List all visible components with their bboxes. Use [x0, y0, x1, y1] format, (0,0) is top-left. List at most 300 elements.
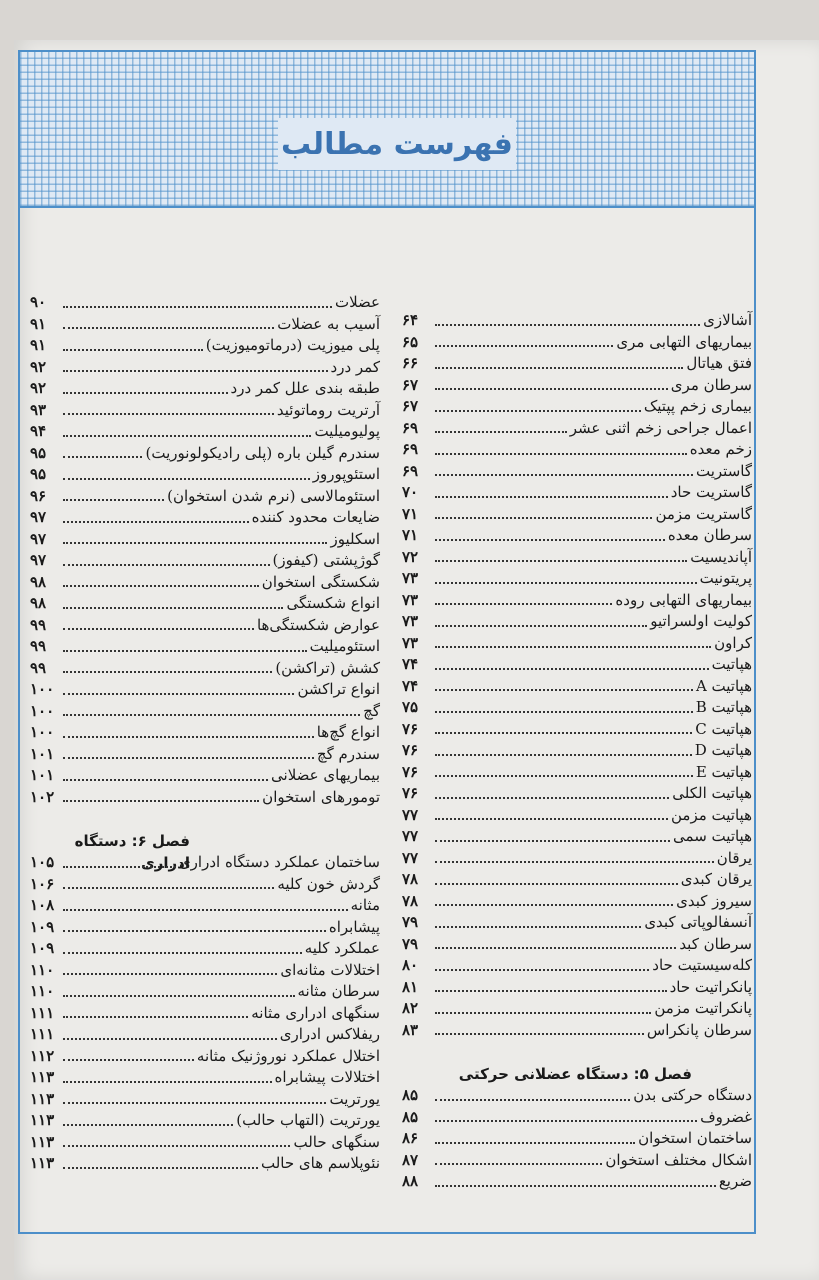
toc-entry-label: اختلالات پیشابراه — [274, 1068, 380, 1086]
toc-entry — [30, 895, 380, 917]
toc-entry — [402, 547, 752, 569]
toc-entry — [402, 611, 752, 633]
toc-leader-dots — [435, 431, 567, 433]
toc-page-number: ۱۰۹ — [30, 917, 55, 936]
toc-entry-label: هپاتیت مزمن — [671, 805, 752, 824]
toc-leader-dots — [63, 1145, 290, 1147]
toc-page-number: ۶۹ — [402, 418, 419, 437]
toc-entry — [30, 960, 380, 982]
toc-entry — [402, 1150, 752, 1172]
toc-entry-label: شکستگی استخوان — [261, 572, 380, 591]
toc-entry — [402, 697, 752, 719]
toc-leader-dots — [63, 909, 348, 911]
toc-entry-label: کمر درد — [330, 357, 380, 376]
toc-entry-label: سیروز کبدی — [676, 891, 752, 910]
toc-entry — [30, 378, 380, 400]
toc-entry-label: انواع تراکشن — [297, 680, 380, 698]
toc-leader-dots — [63, 800, 259, 802]
toc-entry — [402, 891, 752, 913]
toc-page-number: ۹۷ — [30, 529, 47, 548]
toc-entry-label: گاستریت — [696, 461, 752, 480]
toc-page-number: ۱۰۶ — [30, 874, 55, 893]
toc-entry-label: ضایعات محدود کننده — [251, 508, 380, 526]
toc-entry — [402, 955, 752, 977]
toc-page-number: ۹۹ — [30, 658, 47, 677]
toc-entry — [30, 550, 380, 572]
toc-leader-dots — [63, 1059, 194, 1061]
toc-entry-label: نئوپلاسم های حالب — [260, 1154, 380, 1172]
toc-entry-label: کولیت اولسراتیو — [650, 612, 752, 630]
toc-entry — [30, 765, 380, 787]
toc-leader-dots — [63, 736, 314, 738]
page-title: فهرست مطالب — [281, 126, 513, 162]
toc-entry-label: عضلات — [334, 293, 380, 311]
toc-entry-label: استئوپوروز — [312, 465, 380, 483]
toc-entry — [30, 1089, 380, 1111]
toc-page-number: ۷۳ — [402, 590, 419, 609]
toc-leader-dots — [435, 646, 711, 648]
toc-entry-label: کله‌سیستیت حاد — [652, 956, 752, 974]
toc-page-number: ۸۰ — [402, 956, 419, 974]
toc-entry-label: گردش خون کلیه — [277, 874, 380, 893]
toc-entry — [30, 615, 380, 637]
toc-page-number: ۹۹ — [30, 637, 47, 655]
toc-page-number: ۷۷ — [402, 805, 419, 824]
toc-leader-dots — [435, 388, 668, 390]
toc-entry-label: پریتونیت — [699, 569, 752, 587]
toc-entry — [402, 998, 752, 1020]
toc-leader-dots — [435, 990, 667, 992]
toc-entry-label: تومورهای استخوان — [262, 787, 380, 806]
toc-page-number: ۹۰ — [30, 293, 47, 311]
toc-entry — [402, 654, 752, 676]
toc-leader-dots — [63, 650, 307, 652]
toc-entry-label: آرتریت روماتوئید — [276, 400, 380, 419]
toc-entry-label: استئومالاسی (نرم شدن استخوان) — [167, 486, 380, 505]
toc-page-number: ۱۱۳ — [30, 1154, 55, 1172]
toc-entry — [30, 335, 380, 357]
toc-entry — [402, 396, 752, 418]
toc-leader-dots — [63, 392, 228, 394]
toc-entry — [30, 679, 380, 701]
toc-page-number: ۷۹ — [402, 934, 419, 953]
toc-entry-label: مثانه — [350, 896, 380, 914]
toc-entry-label: اسکلیوز — [330, 529, 380, 548]
toc-entry-label: آسیب به عضلات — [277, 314, 380, 333]
toc-leader-dots — [63, 693, 294, 695]
toc-page-number: ۹۳ — [30, 400, 47, 419]
toc-entry-label: هپاتیت الکلی — [672, 784, 752, 802]
toc-entry — [402, 504, 752, 526]
toc-entry-label: یرقان — [716, 848, 752, 867]
toc-leader-dots — [435, 1120, 697, 1122]
toc-page-number: ۷۴ — [402, 676, 419, 695]
toc-page-number: ۱۱۳ — [30, 1068, 55, 1086]
chapter-heading: فصل ۶: دستگاه ادراری — [74, 832, 190, 872]
toc-entry-label: سرطان پانکراس — [646, 1020, 752, 1039]
toc-entry-label: یرقان کبدی — [680, 870, 752, 888]
toc-entry — [402, 934, 752, 956]
toc-entry-label: هپاتیت A — [695, 676, 752, 695]
toc-page-number: ۱۰۱ — [30, 766, 55, 784]
toc-leader-dots — [63, 757, 314, 759]
toc-entry — [30, 1110, 380, 1132]
toc-entry — [30, 314, 380, 336]
toc-leader-dots — [63, 521, 249, 523]
toc-entry-label: بیماریهای التهابی مری — [616, 332, 752, 351]
toc-leader-dots — [63, 1102, 326, 1104]
toc-leader-dots — [63, 671, 272, 673]
toc-page-number: ۶۹ — [402, 440, 419, 458]
toc-entry-label: هپاتیت سمی — [673, 827, 752, 845]
toc-entry-label: اختلال عملکرد نوروژنیک مثانه — [196, 1046, 380, 1065]
toc-entry — [402, 461, 752, 483]
toc-right-column — [402, 310, 752, 1193]
toc-page-number: ۱۱۰ — [30, 982, 55, 1000]
toc-leader-dots — [435, 1033, 644, 1035]
toc-leader-dots — [63, 973, 277, 975]
toc-leader-dots — [63, 435, 311, 437]
toc-leader-dots — [435, 668, 709, 670]
toc-leader-dots — [435, 1142, 635, 1144]
toc-leader-dots — [63, 1167, 258, 1169]
toc-entry — [402, 805, 752, 827]
toc-entry — [30, 744, 380, 766]
toc-entry-label: بیماری زخم پپتیک — [643, 397, 752, 415]
toc-entry-label: ساختمان استخوان — [638, 1129, 752, 1147]
toc-entry-label: غضروف — [700, 1107, 752, 1126]
toc-leader-dots — [63, 585, 259, 587]
toc-leader-dots — [435, 689, 693, 691]
toc-entry — [402, 439, 752, 461]
toc-page-number: ۷۶ — [402, 741, 419, 759]
toc-entry-label: پولیومیلیت — [314, 422, 380, 440]
toc-entry-label: انواع شکستگی — [286, 594, 380, 612]
toc-entry — [30, 507, 380, 529]
toc-leader-dots — [63, 306, 332, 308]
toc-entry — [30, 357, 380, 379]
toc-entry — [402, 740, 752, 762]
toc-leader-dots — [63, 564, 270, 566]
toc-leader-dots — [63, 327, 274, 329]
toc-entry-label: هپاتیت C — [695, 719, 752, 738]
toc-entry-label: اعمال جراحی زخم اثنی عشر — [569, 418, 752, 437]
toc-page-number: ۷۵ — [402, 698, 419, 716]
toc-leader-dots — [63, 1081, 272, 1083]
toc-page-number: ۱۰۹ — [30, 939, 55, 957]
toc-page-number: ۷۱ — [402, 526, 419, 544]
toc-entry — [402, 375, 752, 397]
toc-leader-dots — [63, 1038, 277, 1040]
toc-page-number: ۷۳ — [402, 569, 419, 587]
toc-page-number: ۷۹ — [402, 913, 419, 931]
toc-entry — [30, 1132, 380, 1154]
toc-page-number: ۷۴ — [402, 655, 419, 673]
toc-entry — [402, 418, 752, 440]
toc-page-number: ۶۶ — [402, 354, 419, 372]
title-box — [278, 118, 516, 170]
toc-entry — [30, 1153, 380, 1175]
chapter-heading: فصل ۵: دستگاه عضلانی حرکتی — [458, 1065, 692, 1083]
toc-entry — [30, 464, 380, 486]
toc-entry — [402, 869, 752, 891]
toc-entry-label: پانکراتیت مزمن — [654, 999, 752, 1017]
toc-leader-dots — [63, 1124, 233, 1126]
toc-page-number: ۹۱ — [30, 314, 47, 333]
toc-leader-dots — [435, 496, 668, 498]
toc-entry-label: سرطان معده — [667, 526, 752, 544]
toc-page-number: ۷۱ — [402, 504, 419, 523]
toc-entry-label: استئومیلیت — [309, 637, 380, 655]
toc-page-number: ۶۹ — [402, 461, 419, 480]
toc-entry-label: گوژپشتی (کیفوز) — [272, 551, 380, 569]
toc-page-number: ۱۱۳ — [30, 1089, 55, 1108]
toc-page-number: ۷۶ — [402, 784, 419, 802]
toc-page-number: ۱۰۸ — [30, 896, 55, 914]
toc-page-number: ۹۲ — [30, 379, 47, 397]
toc-page-number: ۸۱ — [402, 977, 419, 996]
toc-entry — [402, 762, 752, 784]
toc-leader-dots — [435, 410, 641, 412]
toc-page-number: ۷۸ — [402, 870, 419, 888]
toc-leader-dots — [63, 607, 283, 609]
toc-entry-label: گچ — [363, 701, 380, 720]
toc-leader-dots — [63, 628, 254, 630]
toc-entry — [402, 482, 752, 504]
toc-page-number: ۸۸ — [402, 1172, 419, 1190]
toc-leader-dots — [63, 779, 268, 781]
toc-leader-dots — [435, 539, 665, 541]
toc-entry-label: پلی میوزیت (درماتومیوزیت) — [205, 336, 380, 354]
toc-page-number: ۹۸ — [30, 594, 47, 612]
toc-leader-dots — [435, 883, 678, 885]
toc-entry-label: سنگهای حالب — [293, 1132, 380, 1151]
toc-leader-dots — [435, 947, 676, 949]
toc-leader-dots — [435, 625, 647, 627]
toc-entry — [402, 1128, 752, 1150]
toc-entry-label: پیشابراه — [328, 917, 380, 936]
toc-entry-label: هپاتیت — [711, 655, 752, 673]
toc-leader-dots — [435, 367, 683, 369]
toc-page-number: ۷۷ — [402, 827, 419, 845]
toc-entry — [402, 912, 752, 934]
toc-page-number: ۹۷ — [30, 508, 47, 526]
toc-entry — [30, 917, 380, 939]
toc-entry — [402, 568, 752, 590]
toc-entry — [402, 826, 752, 848]
toc-entry — [402, 310, 752, 332]
toc-entry — [30, 701, 380, 723]
toc-page-number: ۱۰۰ — [30, 680, 55, 698]
toc-leader-dots — [435, 603, 612, 605]
toc-leader-dots — [63, 413, 274, 415]
toc-entry-label: اختلالات مثانه‌ای — [280, 960, 380, 979]
toc-entry-label: بیماریهای التهابی روده — [615, 590, 752, 609]
toc-page-number: ۹۲ — [30, 357, 47, 376]
toc-entry — [402, 353, 752, 375]
toc-page-number: ۷۳ — [402, 633, 419, 652]
toc-entry — [30, 593, 380, 615]
toc-page-number: ۸۲ — [402, 999, 419, 1017]
toc-page-number: ۱۱۲ — [30, 1046, 55, 1065]
toc-entry-label: ضریع — [718, 1172, 752, 1190]
toc-page-number: ۷۶ — [402, 762, 419, 781]
toc-entry — [402, 719, 752, 741]
toc-leader-dots — [63, 370, 328, 372]
toc-entry-label: سرطان مثانه — [297, 982, 380, 1000]
section-gap — [402, 1041, 752, 1063]
toc-entry — [30, 787, 380, 809]
toc-entry-label: عوارض شکستگی‌ها — [256, 615, 380, 634]
toc-entry-label: طبقه بندی علل کمر درد — [230, 379, 380, 397]
toc-entry — [402, 590, 752, 612]
toc-page-number: ۱۰۰ — [30, 701, 55, 720]
toc-entry — [30, 529, 380, 551]
toc-entry — [30, 658, 380, 680]
toc-entry — [30, 981, 380, 1003]
toc-leader-dots — [435, 453, 687, 455]
toc-page-number: ۸۵ — [402, 1107, 419, 1126]
toc-page-number: ۹۹ — [30, 615, 47, 634]
toc-entry-label: پانکراتیت حاد — [669, 977, 752, 996]
toc-entry-label: سرطان کبد — [679, 934, 752, 953]
toc-entry — [30, 722, 380, 744]
toc-entry-label: سندرم گچ — [316, 744, 380, 763]
toc-leader-dots — [63, 456, 142, 458]
toc-leader-dots — [63, 478, 310, 480]
toc-entry-label: عملکرد کلیه — [304, 939, 380, 957]
toc-page-number: ۷۳ — [402, 612, 419, 630]
toc-page-number: ۶۷ — [402, 397, 419, 415]
toc-page-number: ۱۰۲ — [30, 787, 55, 806]
toc-page-number: ۷۲ — [402, 547, 419, 566]
toc-page-number: ۶۴ — [402, 311, 419, 329]
toc-page-number: ۱۰۵ — [30, 853, 55, 871]
toc-leader-dots — [435, 797, 669, 799]
toc-entry-label: زخم معده — [689, 440, 752, 458]
toc-page-number: ۱۱۳ — [30, 1111, 55, 1129]
toc-entry — [402, 1085, 752, 1107]
toc-leader-dots — [435, 517, 652, 519]
toc-entry — [30, 1046, 380, 1068]
toc-entry-label: گاستریت مزمن — [655, 504, 752, 523]
toc-entry — [30, 292, 380, 314]
toc-entry-label: سندرم گیلن باره (پلی رادیکولونوریت) — [145, 443, 380, 462]
toc-page-number: ۱۱۳ — [30, 1132, 55, 1151]
toc-page-number: ۱۰۱ — [30, 744, 55, 763]
toc-entry — [402, 977, 752, 999]
toc-entry — [402, 332, 752, 354]
section-gap — [30, 808, 380, 830]
toc-leader-dots — [435, 1185, 716, 1187]
toc-entry-label: سنگهای ادراری مثانه — [251, 1003, 380, 1022]
toc-entry-label: ساختمان عملکرد دستگاه ادراری — [178, 853, 380, 871]
toc-entry — [30, 874, 380, 896]
toc-leader-dots — [435, 840, 670, 842]
toc-entry-label: آنسفالوپاتی کبدی — [644, 913, 752, 931]
toc-page-number: ۸۶ — [402, 1129, 419, 1147]
toc-page-number: ۶۷ — [402, 375, 419, 394]
toc-leader-dots — [63, 995, 295, 997]
toc-leader-dots — [63, 930, 326, 932]
toc-entry-label: یورتریت — [329, 1089, 380, 1108]
toc-page-number: ۱۱۱ — [30, 1003, 55, 1022]
toc-leader-dots — [435, 711, 693, 713]
toc-entry-label: آپاندیسیت — [690, 547, 752, 566]
toc-entry-label: یورتریت (التهاب حالب) — [236, 1111, 380, 1129]
toc-page-number: ۷۸ — [402, 891, 419, 910]
toc-leader-dots — [435, 732, 692, 734]
toc-entry-label: کشش (تراکشن) — [275, 658, 380, 677]
toc-leader-dots — [435, 904, 673, 906]
toc-entry — [402, 783, 752, 805]
toc-leader-dots — [63, 714, 360, 716]
toc-entry-label: دستگاه حرکتی بدن — [633, 1086, 752, 1104]
toc-entry-label: هپاتیت D — [694, 741, 752, 759]
toc-leader-dots — [435, 324, 700, 326]
toc-entry — [30, 421, 380, 443]
toc-page-number: ۷۰ — [402, 483, 419, 501]
toc-page-number: ۹۷ — [30, 551, 47, 569]
toc-entry — [30, 1067, 380, 1089]
toc-leader-dots — [435, 818, 668, 820]
toc-entry — [30, 1003, 380, 1025]
toc-leader-dots — [435, 969, 649, 971]
toc-leader-dots — [63, 349, 203, 351]
toc-page-number: ۷۷ — [402, 848, 419, 867]
toc-page-number: ۸۳ — [402, 1020, 419, 1039]
toc-entry — [402, 1020, 752, 1042]
toc-leader-dots — [435, 474, 693, 476]
toc-page-number: ۶۵ — [402, 332, 419, 351]
toc-entry-label: ریفلاکس ادراری — [279, 1025, 380, 1043]
toc-page-number: ۱۰۰ — [30, 723, 55, 741]
toc-entry — [30, 636, 380, 658]
toc-entry-label: فتق هیاتال — [686, 354, 752, 372]
toc-entry-label: هپاتیت E — [695, 762, 752, 781]
toc-page-number: ۷۶ — [402, 719, 419, 738]
toc-entry-label: انواع گچ‌ها — [316, 723, 380, 741]
toc-entry — [30, 443, 380, 465]
toc-entry-label: اشکال مختلف استخوان — [605, 1150, 752, 1169]
toc-leader-dots — [63, 1016, 248, 1018]
toc-leader-dots — [435, 775, 693, 777]
toc-leader-dots — [63, 542, 327, 544]
toc-entry — [402, 1107, 752, 1129]
toc-leader-dots — [435, 345, 613, 347]
toc-leader-dots — [435, 1163, 602, 1165]
toc-leader-dots — [435, 1012, 651, 1014]
toc-leader-dots — [435, 1099, 630, 1101]
toc-page-number: ۸۷ — [402, 1150, 419, 1169]
toc-page-number: ۱۱۱ — [30, 1025, 55, 1043]
toc-leader-dots — [435, 582, 697, 584]
toc-leader-dots — [63, 499, 164, 501]
toc-page-number: ۱۱۰ — [30, 960, 55, 979]
toc-page-number: ۸۵ — [402, 1086, 419, 1104]
toc-page-number: ۹۶ — [30, 486, 47, 505]
toc-entry — [30, 1024, 380, 1046]
toc-entry-label: هپاتیت B — [695, 698, 752, 716]
toc-leader-dots — [63, 952, 302, 954]
toc-entry — [30, 938, 380, 960]
toc-entry — [402, 525, 752, 547]
toc-page-number: ۹۴ — [30, 422, 47, 440]
toc-entry-label: بیماریهای عضلانی — [271, 766, 380, 784]
toc-page-number: ۹۵ — [30, 443, 47, 462]
toc-entry — [30, 486, 380, 508]
toc-leader-dots — [63, 866, 176, 868]
